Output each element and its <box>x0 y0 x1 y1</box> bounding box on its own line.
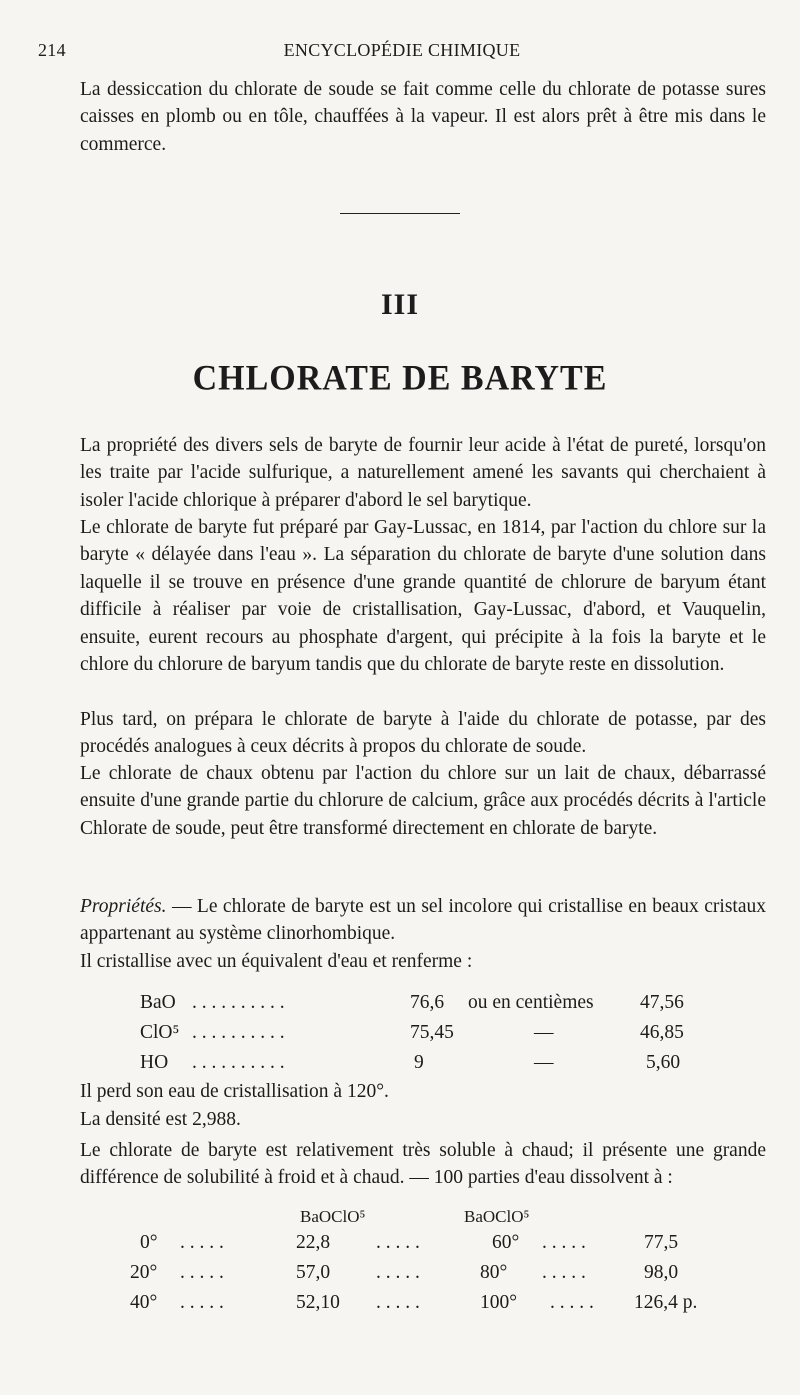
leader-dots: . . . . . <box>376 1232 420 1253</box>
solubility-value: 77,5 <box>644 1232 679 1253</box>
temperature: 0° <box>140 1232 158 1253</box>
percent: 46,85 <box>640 1022 684 1043</box>
temperature: 100° <box>480 1292 518 1313</box>
formula: ClO⁵ <box>140 1022 180 1043</box>
separator: — <box>534 1022 554 1043</box>
value: 75,45 <box>410 1022 454 1043</box>
composition-row <box>140 1022 700 1052</box>
page-header <box>38 40 766 68</box>
leader-dots: . . . . . . . . . . <box>192 1022 285 1043</box>
solubility-value: 22,8 <box>296 1232 331 1253</box>
properties-paragraph <box>80 893 766 948</box>
leader-dots: . . . . . . . . . . <box>192 1052 285 1073</box>
section-divider <box>340 213 460 214</box>
separator: — <box>534 1052 554 1073</box>
leader-dots: . . . . . <box>542 1232 586 1253</box>
solubility-col-header-right: BaOClO⁵ <box>464 1207 530 1226</box>
leader-dots: . . . . . <box>180 1262 224 1283</box>
page-number: 214 <box>38 40 66 60</box>
composition-table <box>140 992 700 1082</box>
crystallize-line: Il cristallise avec un équivalent d'eau et renferme : <box>80 951 473 972</box>
density-line: La densité est 2,988. <box>80 1109 241 1130</box>
paragraph-1: La propriété des divers sels de baryte de fournir leur acide à l'état de pureté, lorsqu'on les traite par l'acide sulfurique, a naturellement amené les savants qui cherchaient à isoler l'acide chlorique à préparer d'abord le sel barytique. <box>80 435 766 511</box>
composition-row <box>140 992 700 1022</box>
temperature: 60° <box>492 1232 520 1253</box>
running-title: ENCYCLOPÉDIE CHIMIQUE <box>283 40 521 60</box>
paragraph-4: Le chlorate de chaux obtenu par l'action du chlore sur un lait de chaux, débarrassé ensuite d'une grande partie du chlorure de calcium, grâce aux procédés décrits à l'article Chlorate de soude, peut être transformé directement en chlorate de baryte. <box>80 763 766 839</box>
value: 76,6 <box>410 992 445 1013</box>
temperature: 80° <box>480 1262 508 1283</box>
properties-text: — Le chlorate de baryte est un sel incolore qui cristallise en beaux cristaux appartenant au système clinorhombique. <box>80 896 766 945</box>
leader-dots: . . . . . . . . . . <box>192 992 285 1013</box>
properties-label: Propriétés. <box>80 896 167 917</box>
leader-dots: . . . . . <box>376 1292 420 1313</box>
leader-dots: . . . . . <box>542 1262 586 1283</box>
solubility-value: 52,10 <box>296 1292 340 1313</box>
formula: HO <box>140 1052 169 1073</box>
section-title: CHLORATE DE BARYTE <box>192 359 608 398</box>
solubility-value: 98,0 <box>644 1262 679 1283</box>
solubility-col-header-left: BaOClO⁵ <box>300 1207 366 1226</box>
formula: BaO <box>140 992 176 1013</box>
leader-dots: . . . . . <box>180 1292 224 1313</box>
value: 9 <box>414 1052 424 1073</box>
paragraph-2: Le chlorate de baryte fut préparé par Gay-Lussac, en 1814, par l'action du chlore sur la baryte « délayée dans l'eau ». La séparation du chlorate de baryte d'une solution dans laquelle il se trouve en présence d'une grande quantité de chlorure de baryum étant difficile à réaliser par voie de cristallisation, Gay-Lussac, d'abord, et Vauquelin, ensuite, eurent recours au phosphate d'argent, qui précipite à la fois la baryte et le chlore du chlorure de baryum tandis que du chlorate de baryte reste en dissolution. <box>80 517 766 676</box>
temperature: 20° <box>130 1262 158 1283</box>
solubility-row <box>130 1292 730 1322</box>
solubility-row <box>130 1262 730 1292</box>
solubility-table <box>130 1232 730 1322</box>
dehydration-line: Il perd son eau de cristallisation à 120°. <box>80 1081 389 1102</box>
solubility-row <box>130 1232 730 1262</box>
intro-paragraph: La dessiccation du chlorate de soude se fait comme celle du chlorate de potasse sures caisses en plomb ou en tôle, chauffées à la vapeur. Il est alors prêt à être mis dans le commerce. <box>80 79 766 155</box>
leader-dots: . . . . . <box>180 1232 224 1253</box>
paragraph-3: Plus tard, on prépara le chlorate de baryte à l'aide du chlorate de potasse, par des procédés analogues à ceux décrits à propos du chlorate de soude. <box>80 709 766 758</box>
leader-dots: . . . . . <box>550 1292 594 1313</box>
solubility-value: 126,4 p. <box>634 1292 698 1313</box>
percent: 47,56 <box>640 992 684 1013</box>
temperature: 40° <box>130 1292 158 1313</box>
percent: 5,60 <box>646 1052 681 1073</box>
solubility-value: 57,0 <box>296 1262 331 1283</box>
solubility-paragraph: Le chlorate de baryte est relativement très soluble à chaud; il présente une grande différence de solubilité à froid et à chaud. — 100 parties d'eau dissolvent à : <box>80 1140 766 1189</box>
section-number: III <box>380 288 420 321</box>
separator: ou en centièmes <box>468 992 594 1013</box>
leader-dots: . . . . . <box>376 1262 420 1283</box>
